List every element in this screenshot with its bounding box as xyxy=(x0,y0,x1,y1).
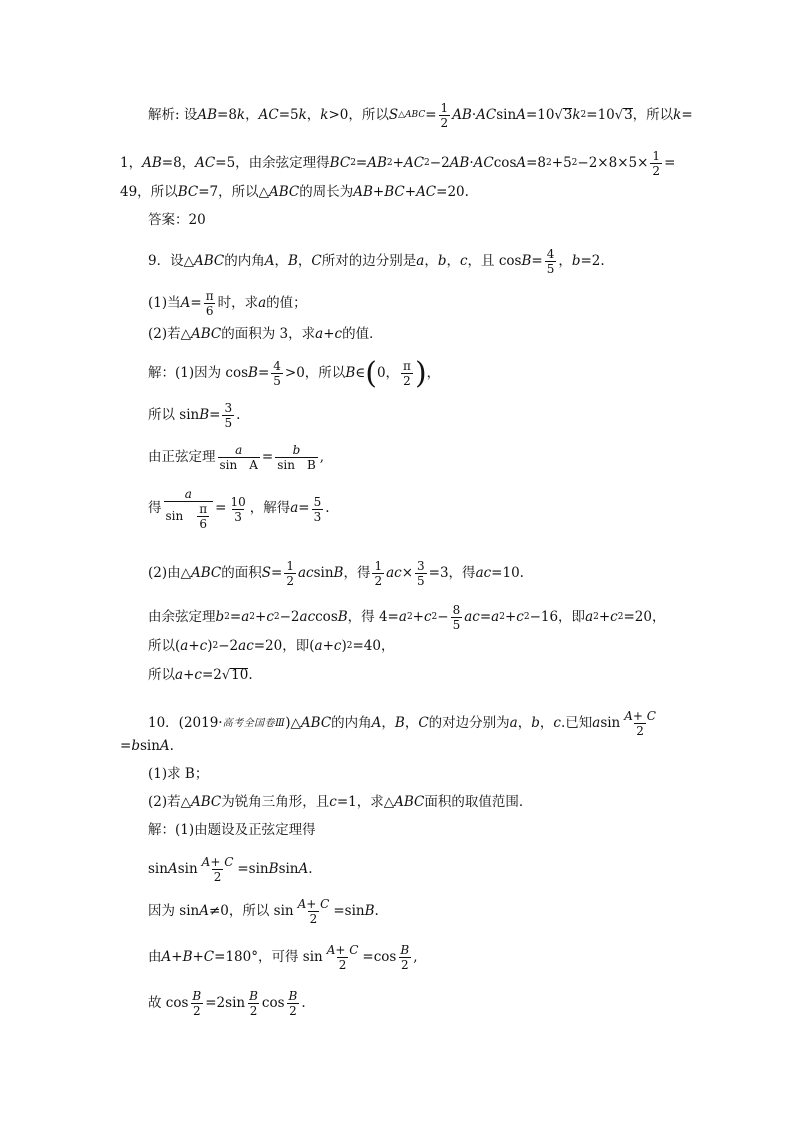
answer-line: 答案：20 xyxy=(148,212,206,228)
solution-10-line-5: 故 cos $\frac{B}{2}$ =2sin $\frac{B}{2}$ cos $\frac{B}{2}$ . xyxy=(148,989,306,1018)
question-10-cont: = b sin A . xyxy=(120,738,174,754)
solution-line-3: 49，所以 BC =7，所以△ ABC 的周长为 AB + BC + AC =20. xyxy=(120,184,469,200)
question-9-part-1: (1)当 A = $\frac{\pi}{6}$ 时，求 a 的值； xyxy=(148,289,307,318)
question-10-part-2: (2)若△ ABC 为锐角三角形，且 c =1，求△ ABC 面积的取值范围． xyxy=(148,794,533,810)
solution-9-line-6: 由余弦定理 b 2 = a 2 + c 2 −2 ac cos B ，得 4= a 2 + c 2 − $\frac{8}{5}$ ac = a 2 + c 2 −16，即 a 2 + c 2 =20， xyxy=(148,603,666,632)
solution-9-line-3: 由正弦定理 $\frac{a}{\text{sin A}}$ = $\frac{b}{\text{sin B}}$ , xyxy=(148,443,325,472)
question-10-part-1: (1)求 B； xyxy=(148,766,209,782)
solution-10-line-1: 解：(1)由题设及正弦定理得 xyxy=(148,822,316,838)
question-10: 10．(2019· 高考全国卷Ⅲ )△ ABC 的内角 A ， B ， C 的对边分别为 a ， b ， c .已知 a sin $\frac{A+ C}{2}$ xyxy=(148,709,656,738)
solution-9-line-7: 所以( a + c ) 2 −2 ac =20，即( a + c ) 2 =40， xyxy=(148,638,395,654)
solution-line-1: 解析: 设 AB =8 k ， AC =5 k ， k >0，所以 S △ABC = $\frac{1}{2}$ AB · AC sin A =10 √ 3 k 2 =10 √ 3 ，所以 k = xyxy=(148,101,693,130)
solution-9-line-8: 所以 a + c =2 √ 10 . xyxy=(148,666,253,683)
solution-10-line-3: 因为 sin A ≠0，所以 sin $\frac{A+ C}{2}$ =sin B . xyxy=(148,897,379,926)
solution-line-2: 1， AB =8， AC =5，由余弦定理得 BC 2 = AB 2 + AC 2 −2 AB · AC cos A =8 2 +5 2 −2×8×5× $\frac{1}{2}$ = xyxy=(120,149,676,178)
solution-9-line-2: 所以 sin B = $\frac{3}{5}$ . xyxy=(148,401,241,430)
solution-9-line-1: 解：(1)因为 cos B = $\frac{4}{5}$ >0，所以 B ∈ ( 0， $\frac{\pi}{2}$ ) ， xyxy=(148,355,441,391)
solution-10-line-4: 由 A + B + C =180°，可得 sin $\frac{A+ C}{2}$ =cos $\frac{B}{2}$ , xyxy=(148,943,418,972)
solution-10-line-2: sin A sin $\frac{A+ C}{2}$ =sin B sin A . xyxy=(148,855,313,884)
question-9: 9．设△ ABC 的内角 A ， B ， C 所对的边分别是 a ， b ， c ，且 cos B = $\frac{4}{5}$ ， b =2. xyxy=(148,247,605,276)
solution-9-line-4: 得 a sin $\frac{\pi}{6}$ = $\frac{10}{3}$ ，解得 a = $\frac{5}{3}$ . xyxy=(148,487,330,531)
question-9-part-2: (2)若△ ABC 的面积为 3，求 a + c 的值． xyxy=(148,326,383,342)
solution-9-line-5: (2)由△ ABC 的面积 S = $\frac{1}{2}$ ac sin B ，得 $\frac{1}{2}$ ac × $\frac{3}{5}$ =3，得 ac =10. xyxy=(148,559,524,588)
